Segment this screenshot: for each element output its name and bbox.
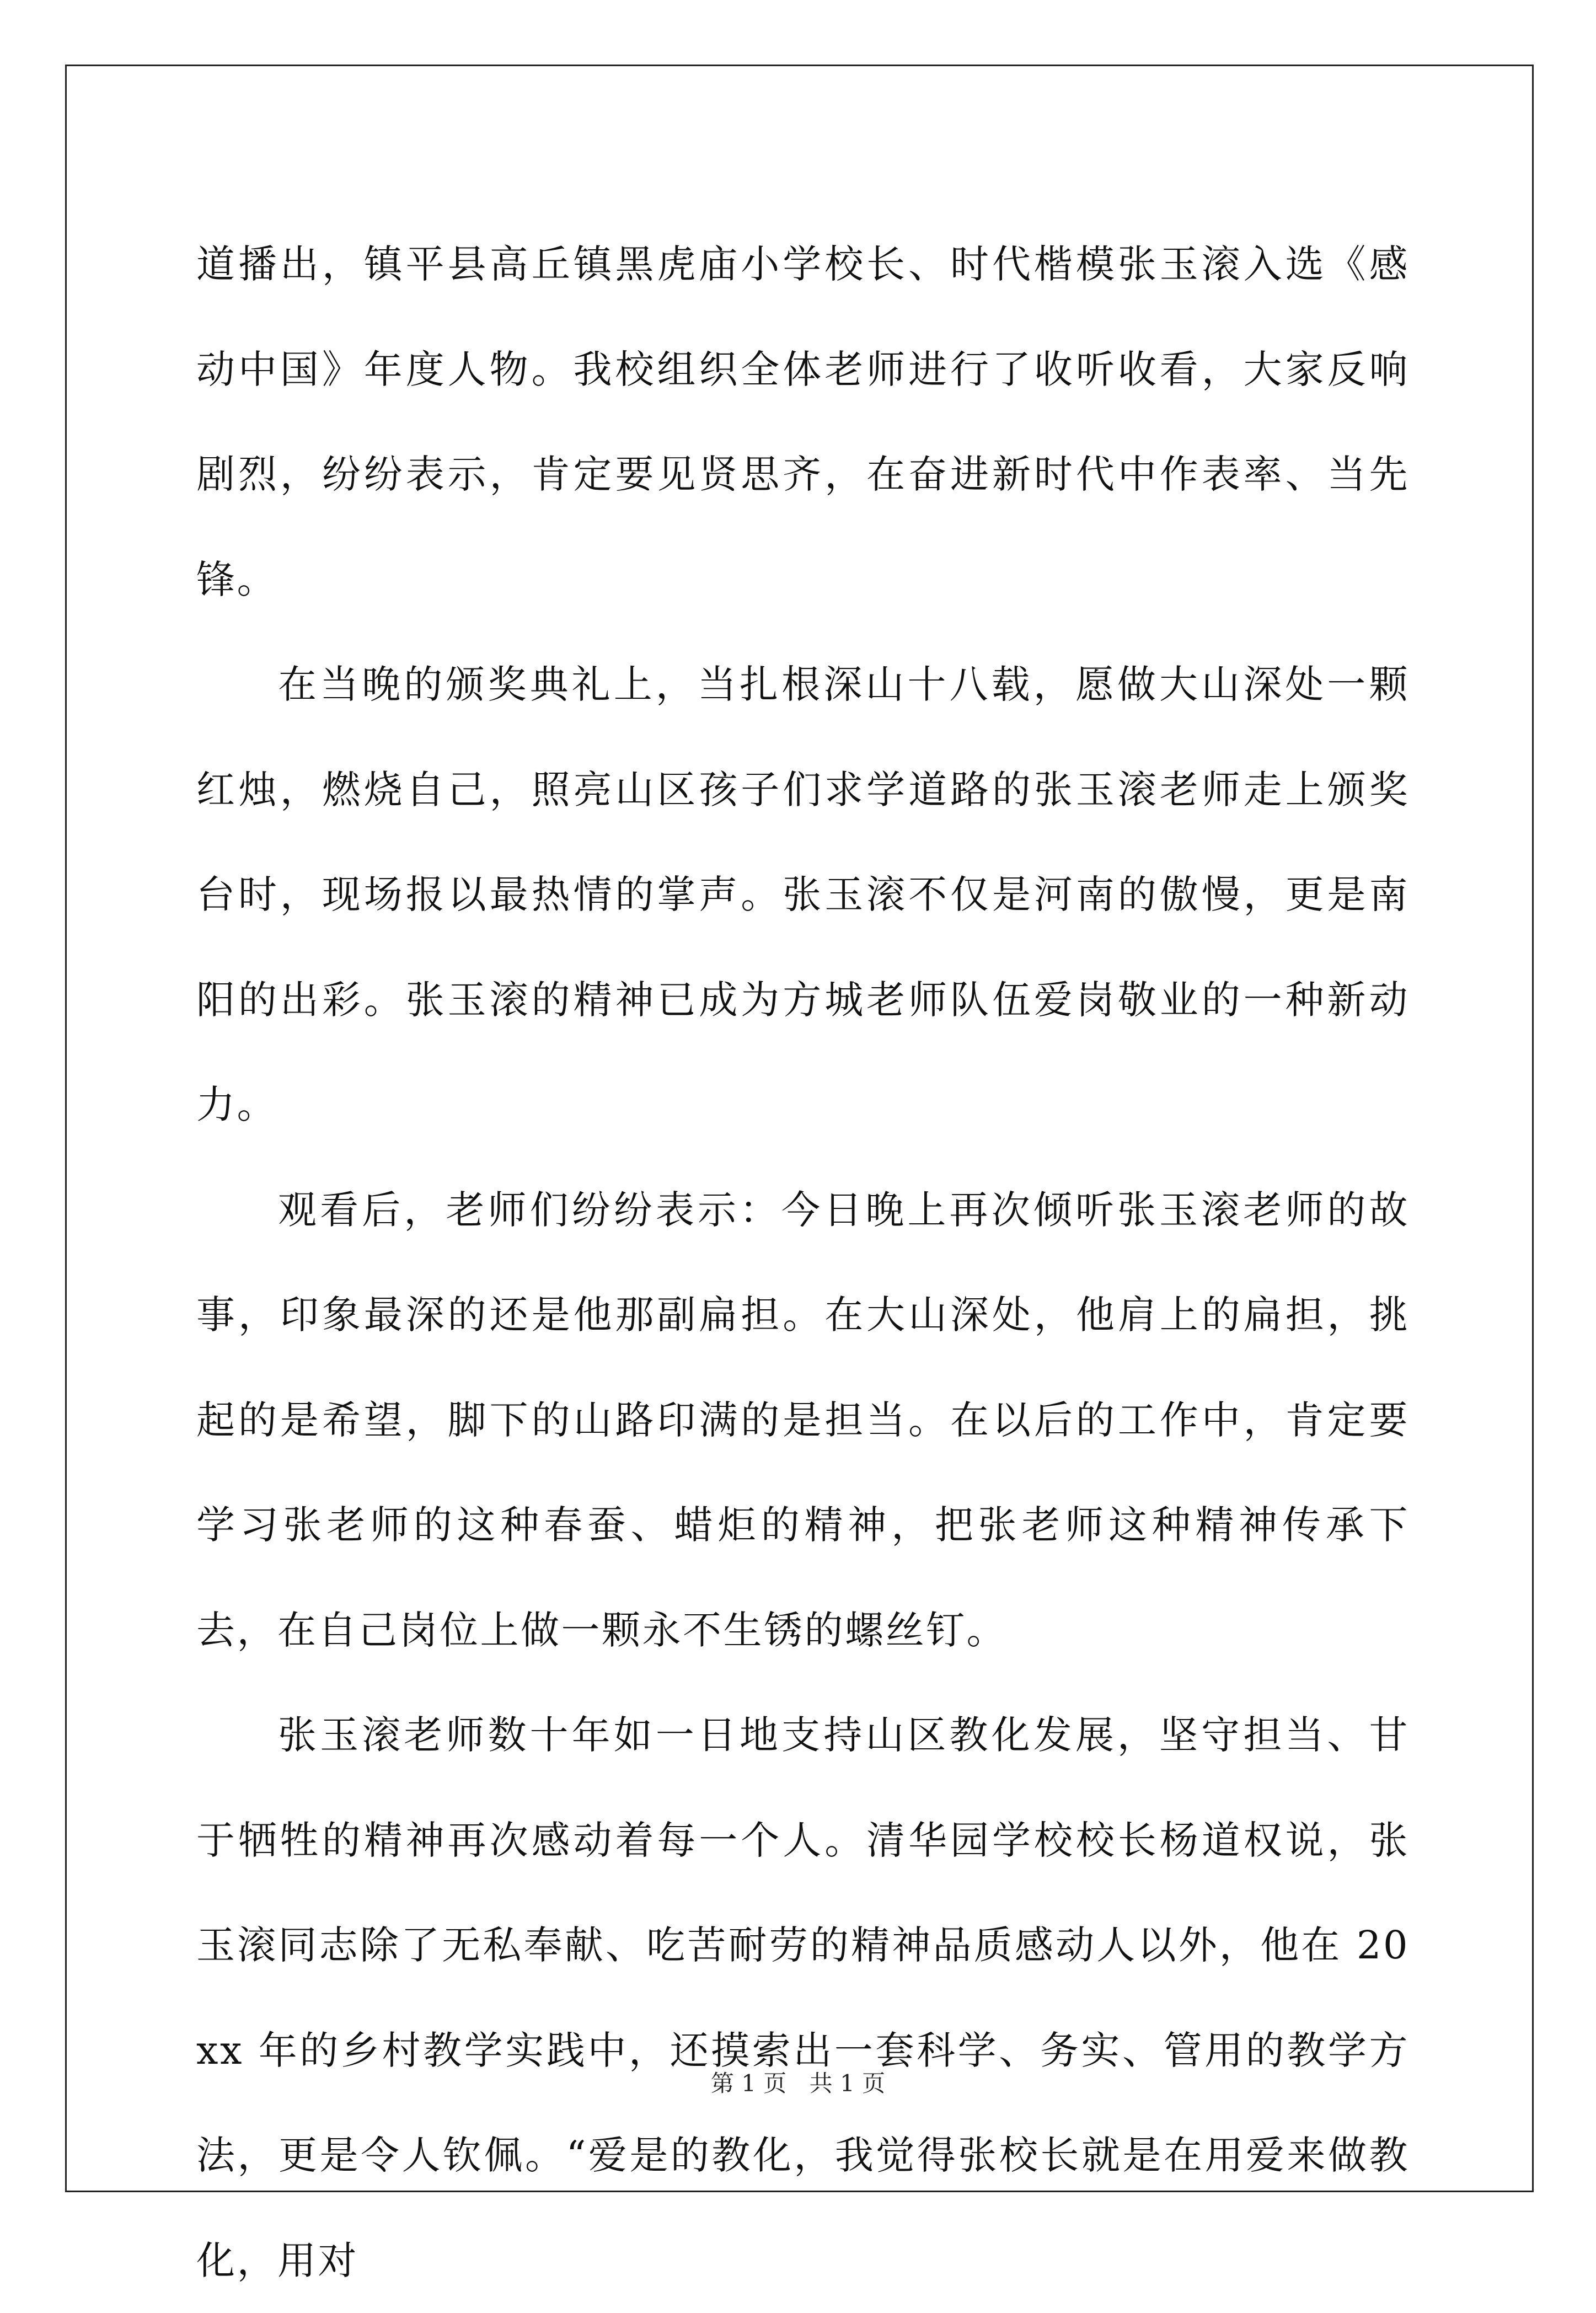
document-body [196, 212, 1410, 2313]
page-number: 第 1 页 [710, 2070, 787, 2097]
page-footer [0, 2067, 1596, 2100]
paragraph-1: 道播出，镇平县高丘镇黑虎庙小学校长、时代楷模张玉滚入选《感动中国》年度人物。我校组织全体老师进行了收听收看，大家反响剧烈，纷纷表示，肯定要见贤思齐，在奋进新时代中作表率、当先锋。 [196, 242, 1410, 602]
paragraph-2: 在当晚的颁奖典礼上，当扎根深山十八载，愿做大山深处一颗红烛，燃烧自己，照亮山区孩子们求学道路的张玉滚老师走上颁奖台时，现场报以最热情的掌声。张玉滚不仅是河南的傲慢，更是南阳的出彩。张玉滚的精神已成为方城老师队伍爱岗敬业的一种新动力。 [196, 662, 1410, 1127]
paragraph-3: 观看后，老师们纷纷表示：今日晚上再次倾听张玉滚老师的故事，印象最深的还是他那副扁担。在大山深处，他肩上的扁担，挑起的是希望，脚下的山路印满的是担当。在以后的工作中，肯定要学习张老师的这种春蚕、蜡炬的精神，把张老师这种精神传承下去，在自己岗位上做一颗永不生锈的螺丝钉。 [196, 1187, 1410, 1653]
paragraph-4: 张玉滚老师数十年如一日地支持山区教化发展，坚守担当、甘于牺牲的精神再次感动着每一个人。清华园学校校长杨道权说，张玉滚同志除了无私奉献、吃苦耐劳的精神品质感动人以外，他在 20xx 年的乡村教学实践中，还摸索出一套科学、务实、管用的教学方法，更是令人钦佩。“爱是的教化，我觉得张校长就是在用爱来做教化，用对 [196, 1712, 1410, 2283]
page-total: 共 1 页 [809, 2070, 886, 2097]
